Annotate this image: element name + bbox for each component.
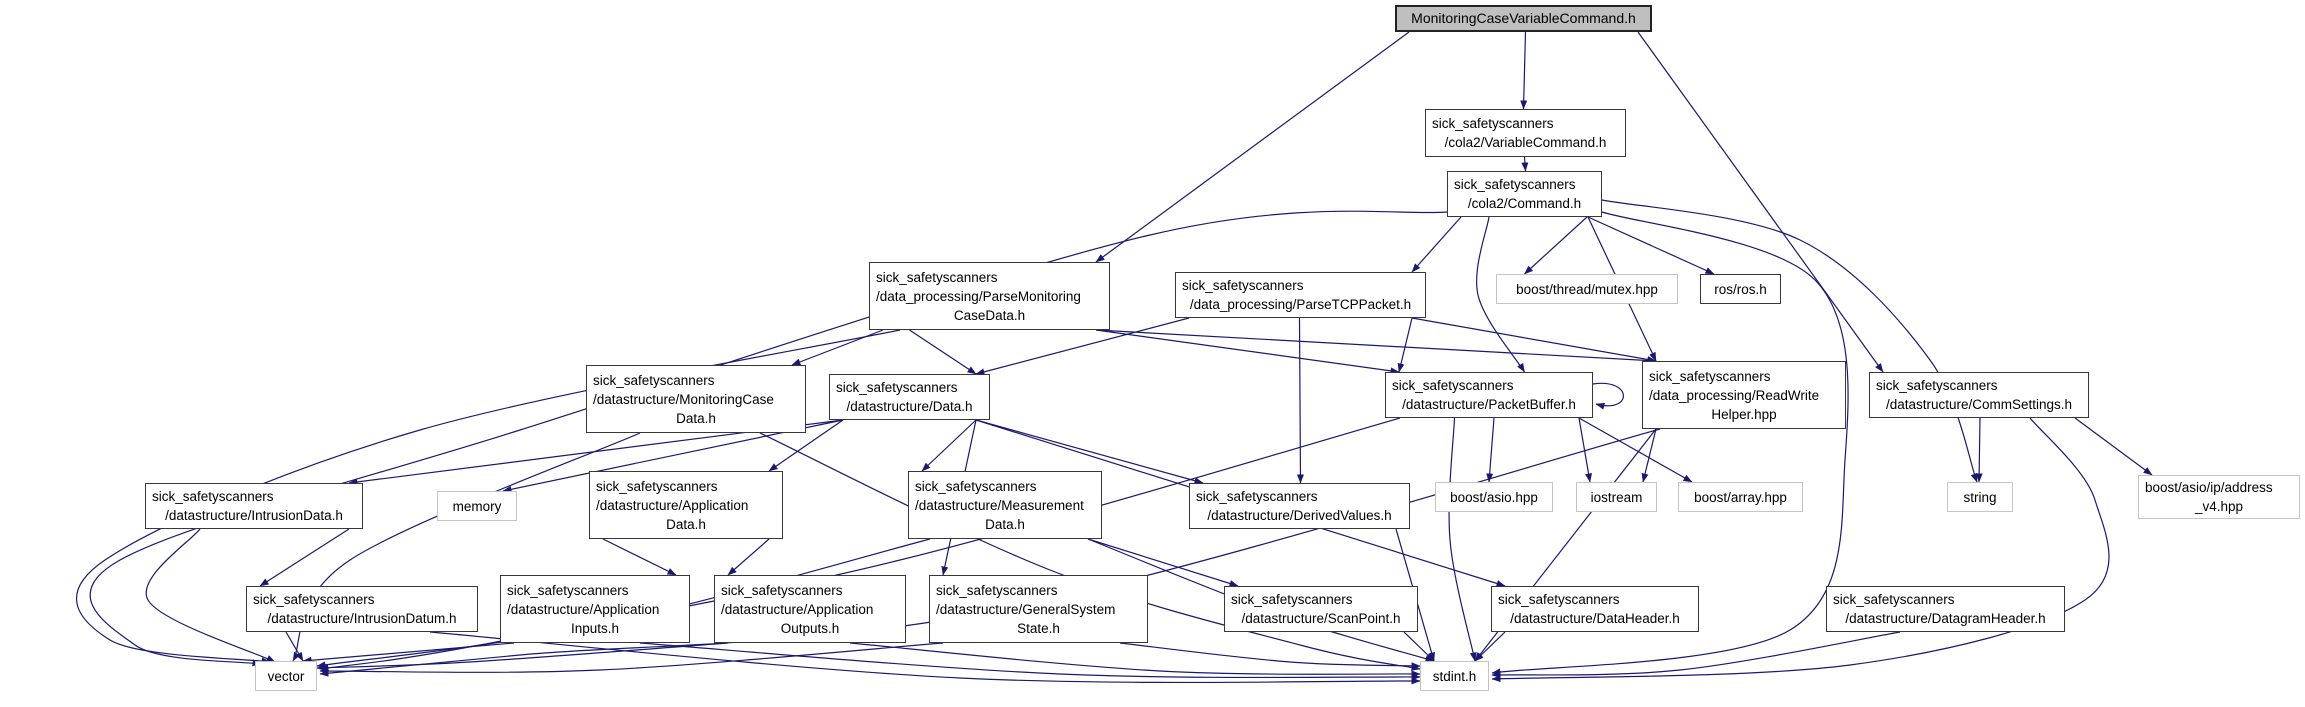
graph-node-variablecommand[interactable]	[1425, 109, 1626, 157]
graph-node-datagramheader[interactable]	[1826, 586, 2065, 632]
graph-node-data[interactable]	[829, 374, 990, 420]
node-label-line: Data.h	[985, 516, 1025, 532]
node-label-line: sick_safetyscanners	[593, 372, 715, 388]
graph-node-mutex	[1496, 274, 1678, 304]
node-label-line: boost/thread/mutex.hpp	[1516, 281, 1658, 297]
graph-node-packetbuffer[interactable]	[1385, 372, 1593, 418]
node-label-line: Data.h	[676, 410, 716, 426]
graph-node-intrusiondatum[interactable]	[246, 586, 478, 632]
node-label-line: boost/array.hpp	[1694, 489, 1787, 505]
graph-node-scanpoint[interactable]	[1224, 586, 1418, 632]
node-label-line: sick_safetyscanners	[507, 582, 629, 598]
graph-node-generalsystemstate[interactable]	[929, 575, 1148, 643]
graph-node-applicationoutputs[interactable]	[714, 575, 906, 643]
graph-node-iostream	[1576, 482, 1657, 512]
edge-generalsystemstate-to-stdint	[1120, 643, 1420, 666]
graph-node-measurementdata[interactable]	[908, 471, 1102, 539]
node-label-line: sick_safetyscanners	[936, 582, 1058, 598]
node-label-line: vector	[267, 668, 305, 684]
graph-node-boostasio	[1435, 482, 1553, 512]
node-label-line: sick_safetyscanners	[1182, 278, 1304, 293]
graph-node-commsettings[interactable]	[1869, 372, 2089, 418]
node-label-line: _v4.hpp	[2194, 499, 2244, 514]
node-label-line: /datastructure/Application	[721, 601, 874, 617]
node-label-line: memory	[452, 498, 502, 514]
edge-parsetcppacket-to-derivedvalues	[1300, 318, 1301, 483]
edge-command-to-parsetcppacket	[1412, 217, 1461, 272]
node-label-line: sick_safetyscanners	[1876, 378, 1998, 393]
graph-node-ros[interactable]	[1700, 274, 1781, 304]
edge-parsemonitoringcasedata-to-readwritehelper	[1096, 330, 1656, 361]
edge-applicationdata-to-applicationoutputs	[728, 539, 769, 575]
node-label-line: sick_safetyscanners	[253, 592, 375, 607]
node-label-line: sick_safetyscanners	[1649, 368, 1771, 384]
graph-node-vector	[255, 661, 317, 691]
node-label-line: string	[1963, 489, 1997, 505]
node-label-line: sick_safetyscanners	[876, 269, 998, 285]
node-label-line: sick_safetyscanners	[1833, 592, 1955, 607]
node-label-line: Outputs.h	[780, 620, 840, 636]
edge-main-to-commsettings	[1638, 32, 1883, 372]
node-label-line: /cola2/VariableCommand.h	[1444, 135, 1607, 150]
edge-intrusiondata-to-intrusiondatum	[260, 529, 349, 586]
node-label-line: sick_safetyscanners	[1498, 592, 1620, 607]
node-label-line: /datastructure/Measurement	[915, 497, 1084, 513]
edge-main-to-variablecommand	[1524, 32, 1526, 109]
node-label-line: /datastructure/DataHeader.h	[1510, 611, 1680, 626]
node-label-line: iostream	[1590, 489, 1643, 505]
graph-node-string	[1947, 482, 2013, 512]
graph-node-memory	[437, 491, 517, 521]
graph-node-stdint	[1420, 661, 1489, 691]
node-label-line: State.h	[1017, 620, 1060, 636]
graph-node-derivedvalues[interactable]	[1189, 483, 1410, 529]
graph-node-applicationdata[interactable]	[589, 471, 783, 539]
node-label-line: sick_safetyscanners	[721, 582, 843, 598]
node-label-line: sick_safetyscanners	[1196, 489, 1318, 504]
edge-data-to-measurementdata	[922, 420, 976, 471]
node-label-line: /datastructure/ScanPoint.h	[1241, 611, 1401, 626]
edge-command-to-ros	[1588, 217, 1714, 274]
node-label-line: /datastructure/IntrusionData.h	[165, 508, 343, 523]
graph-node-parsetcppacket[interactable]	[1175, 272, 1426, 318]
edge-parsemonitoringcasedata-to-packetbuffer	[1096, 330, 1399, 372]
node-label-line: /datastructure/PacketBuffer.h	[1402, 397, 1576, 412]
node-label-line: /datastructure/Data.h	[846, 399, 973, 414]
graph-node-parsemonitoringcasedata[interactable]	[869, 262, 1110, 330]
node-label-line: sick_safetyscanners	[1454, 177, 1576, 192]
node-label-line: sick_safetyscanners	[915, 478, 1037, 494]
node-label-line: boost/asio/ip/address	[2145, 480, 2273, 495]
node-label-line: CaseData.h	[953, 307, 1026, 323]
node-label-line: /cola2/Command.h	[1467, 196, 1582, 211]
graph-node-applicationinputs[interactable]	[500, 575, 690, 643]
node-label-line: Data.h	[666, 516, 706, 532]
edge-generalsystemstate-to-vector	[320, 643, 943, 672]
graph-node-readwritehelper[interactable]	[1642, 361, 1846, 429]
node-label-line: /datastructure/DerivedValues.h	[1207, 508, 1392, 523]
node-label-line: stdint.h	[1432, 668, 1477, 684]
node-label-line: sick_safetyscanners	[1231, 592, 1353, 607]
graph-node-dataheader[interactable]	[1491, 586, 1699, 632]
node-label-line: ros/ros.h	[1714, 281, 1767, 297]
edge-packetbuffer-to-boostasio	[1489, 418, 1494, 482]
graph-node-intrusiondata[interactable]	[145, 483, 363, 529]
node-label-line: /datastructure/Application	[596, 497, 749, 513]
edge-commsettings-to-addressv4	[2075, 418, 2152, 475]
graph-node-boostarray	[1678, 482, 1803, 512]
edge-dataheader-to-stdint	[1475, 632, 1505, 661]
node-label-line: sick_safetyscanners	[1432, 116, 1554, 131]
edge-variablecommand-to-command	[1525, 157, 1526, 171]
edge-packetbuffer-to-packetbuffer	[1593, 383, 1623, 405]
edge-commsettings-to-stdint	[1492, 418, 2109, 679]
node-label-line: /data_processing/ReadWrite	[1649, 387, 1820, 403]
graph-node-main	[1395, 5, 1652, 32]
edge-applicationoutputs-to-stdint	[850, 643, 1420, 674]
node-label-line: /data_processing/ParseTCPPacket.h	[1189, 297, 1412, 312]
node-label-line: /datastructure/DatagramHeader.h	[1845, 611, 2046, 626]
node-label-line: sick_safetyscanners	[836, 380, 958, 395]
graph-node-command[interactable]	[1447, 171, 1602, 217]
node-label-line: /datastructure/CommSettings.h	[1885, 397, 2073, 412]
graph-node-monitoringcasedata[interactable]	[586, 365, 806, 433]
node-label-line: /data_processing/ParseMonitoring	[876, 288, 1081, 304]
node-label-line: /datastructure/IntrusionDatum.h	[267, 611, 457, 626]
node-label-line: /datastructure/MonitoringCase	[593, 391, 774, 407]
edge-command-to-mutex	[1525, 217, 1588, 274]
node-label-line: MonitoringCaseVariableCommand.h	[1411, 10, 1636, 26]
graph-node-addressv4	[2138, 475, 2300, 519]
node-label-line: Inputs.h	[570, 620, 620, 636]
node-label-line: /datastructure/Application	[507, 601, 660, 617]
node-label-line: boost/asio.hpp	[1450, 489, 1538, 505]
node-label-line: sick_safetyscanners	[596, 478, 718, 494]
node-label-line: sick_safetyscanners	[152, 489, 274, 504]
edge-parsetcppacket-to-packetbuffer	[1399, 318, 1412, 372]
edge-applicationdata-to-applicationinputs	[603, 539, 676, 575]
node-label-line: sick_safetyscanners	[1392, 378, 1514, 393]
edge-packetbuffer-to-stdint	[1449, 418, 1475, 661]
node-label-line: /datastructure/GeneralSystem	[936, 601, 1116, 617]
node-label-line: Helper.hpp	[1711, 406, 1777, 422]
edge-parsemonitoringcasedata-to-data	[910, 330, 977, 374]
edge-commsettings-to-string	[1979, 418, 1980, 482]
edge-main-to-parsemonitoringcasedata	[1096, 32, 1409, 262]
